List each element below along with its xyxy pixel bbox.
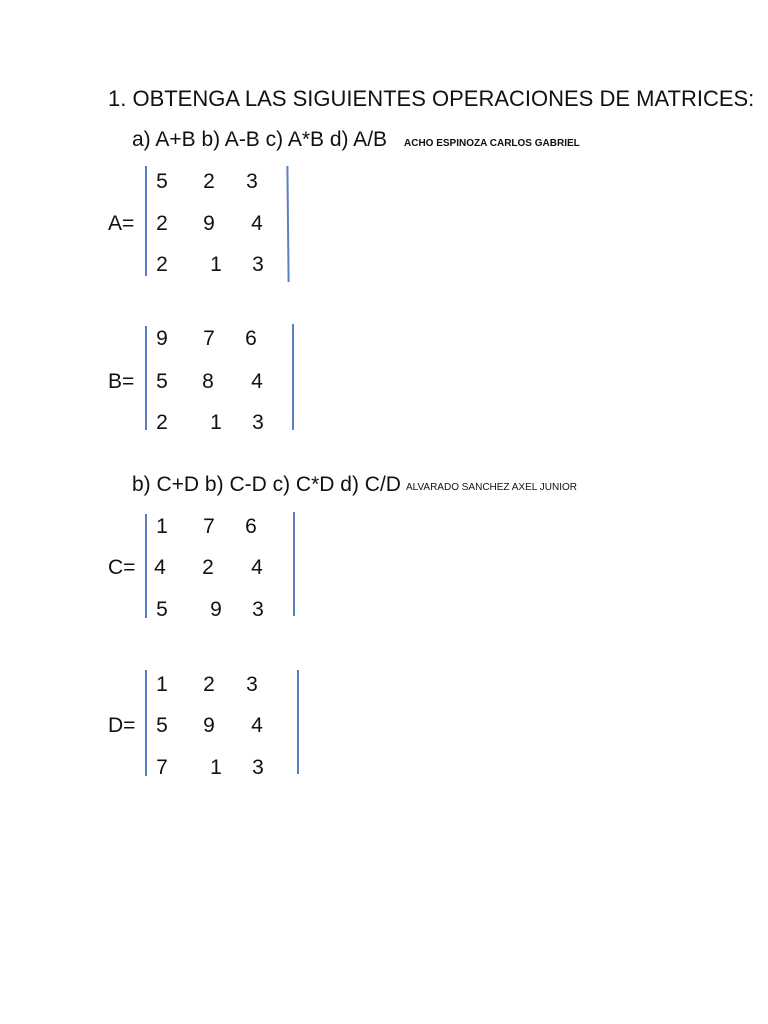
operations-line-cd: b) C+D b) C-D c) C*D d) C/D	[132, 473, 401, 496]
matrix-c-label: C=	[108, 556, 136, 579]
matrix-cell: 7	[203, 515, 215, 538]
matrix-c-right-bracket	[293, 512, 295, 616]
operations-line-ab: a) A+B b) A-B c) A*B d) A/B	[132, 128, 388, 151]
matrix-a-right-bracket	[286, 166, 289, 282]
matrix-cell: 2	[203, 170, 215, 193]
matrix-b-right-bracket	[292, 324, 294, 430]
matrix-cell: 9	[156, 327, 168, 350]
matrix-cell: 9	[210, 598, 222, 621]
matrix-cell: 5	[156, 598, 168, 621]
matrix-b-left-bracket	[145, 326, 147, 430]
matrix-cell: 1	[210, 411, 222, 434]
matrix-a-label: A=	[108, 212, 135, 235]
student-name-1: ACHO ESPINOZA CARLOS GABRIEL	[404, 138, 580, 149]
matrix-b-label: B=	[108, 370, 135, 393]
matrix-cell: 5	[156, 370, 168, 393]
matrix-a-left-bracket	[145, 166, 147, 276]
matrix-cell: 5	[156, 714, 168, 737]
matrix-cell: 4	[251, 212, 263, 235]
matrix-cell: 5	[156, 170, 168, 193]
matrix-cell: 3	[252, 411, 264, 434]
matrix-cell: 1	[156, 515, 168, 538]
matrix-cell: 2	[156, 411, 168, 434]
matrix-cell: 3	[246, 170, 258, 193]
matrix-cell: 2	[156, 253, 168, 276]
matrix-cell: 4	[251, 714, 263, 737]
matrix-cell: 4	[251, 370, 263, 393]
matrix-d-left-bracket	[145, 670, 147, 776]
matrix-cell: 2	[156, 212, 168, 235]
matrix-cell: 9	[203, 212, 215, 235]
matrix-cell: 3	[246, 673, 258, 696]
exercise-title: 1. OBTENGA LAS SIGUIENTES OPERACIONES DE MATRICES:	[108, 86, 755, 111]
matrix-cell: 7	[203, 327, 215, 350]
matrix-cell: 3	[252, 253, 264, 276]
matrix-cell: 2	[202, 556, 214, 579]
matrix-cell: 9	[203, 714, 215, 737]
matrix-cell: 6	[245, 515, 257, 538]
matrix-cell: 2	[203, 673, 215, 696]
student-name-2: ALVARADO SANCHEZ AXEL JUNIOR	[406, 482, 577, 493]
matrix-cell: 3	[252, 756, 264, 779]
matrix-cell: 4	[154, 556, 166, 579]
matrix-c-left-bracket	[145, 514, 147, 618]
matrix-cell: 1	[156, 673, 168, 696]
matrix-cell: 4	[251, 556, 263, 579]
matrix-cell: 7	[156, 756, 168, 779]
matrix-d-right-bracket	[297, 670, 299, 774]
matrix-d-label: D=	[108, 714, 136, 737]
matrix-cell: 1	[210, 253, 222, 276]
matrix-cell: 8	[202, 370, 214, 393]
matrix-cell: 6	[245, 327, 257, 350]
matrix-cell: 3	[252, 598, 264, 621]
matrix-cell: 1	[210, 756, 222, 779]
